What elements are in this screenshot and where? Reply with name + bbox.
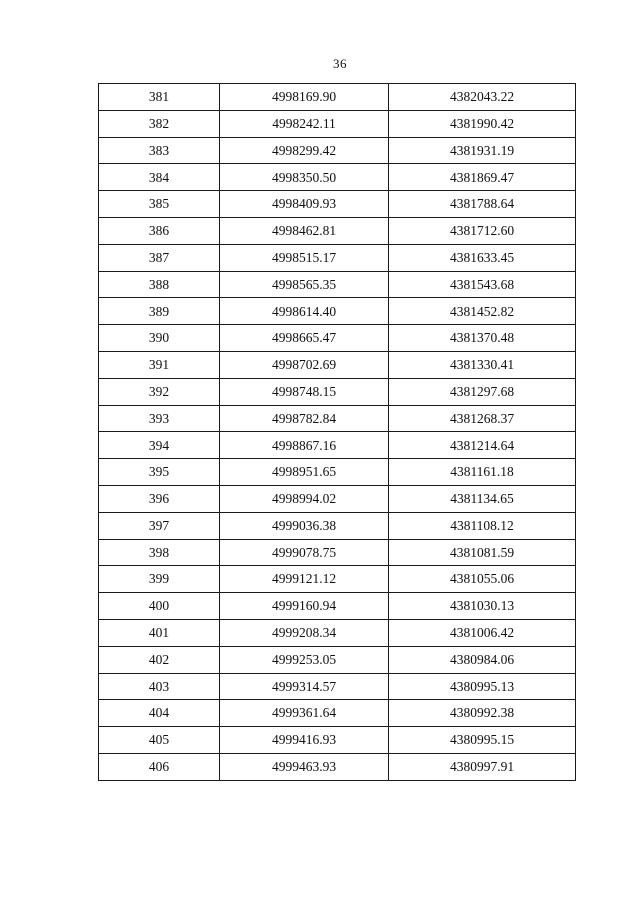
y-coordinate-cell: 4381330.41 (389, 351, 576, 378)
point-number-cell: 406 (99, 753, 220, 780)
x-coordinate-cell: 4998242.11 (220, 110, 389, 137)
table-row (99, 619, 576, 646)
x-coordinate-cell: 4998867.16 (220, 432, 389, 459)
point-number-cell: 401 (99, 619, 220, 646)
y-coordinate-cell: 4381869.47 (389, 164, 576, 191)
x-coordinate-cell: 4999361.64 (220, 700, 389, 727)
point-number-cell: 400 (99, 593, 220, 620)
x-coordinate-cell: 4999036.38 (220, 512, 389, 539)
x-coordinate-cell: 4999121.12 (220, 566, 389, 593)
point-number-cell: 394 (99, 432, 220, 459)
point-number-cell: 396 (99, 485, 220, 512)
x-coordinate-cell: 4998462.81 (220, 217, 389, 244)
x-coordinate-cell: 4998748.15 (220, 378, 389, 405)
y-coordinate-cell: 4381055.06 (389, 566, 576, 593)
point-number-cell: 390 (99, 325, 220, 352)
x-coordinate-cell: 4999160.94 (220, 593, 389, 620)
table-row (99, 566, 576, 593)
y-coordinate-cell: 4380995.15 (389, 727, 576, 754)
y-coordinate-cell: 4381268.37 (389, 405, 576, 432)
point-number-cell: 395 (99, 459, 220, 486)
y-coordinate-cell: 4381214.64 (389, 432, 576, 459)
table-row (99, 351, 576, 378)
y-coordinate-cell: 4381452.82 (389, 298, 576, 325)
x-coordinate-cell: 4998565.35 (220, 271, 389, 298)
coordinates-table (98, 83, 576, 781)
x-coordinate-cell: 4998994.02 (220, 485, 389, 512)
x-coordinate-cell: 4999314.57 (220, 673, 389, 700)
point-number-cell: 398 (99, 539, 220, 566)
point-number-cell: 402 (99, 646, 220, 673)
y-coordinate-cell: 4381788.64 (389, 191, 576, 218)
x-coordinate-cell: 4999253.05 (220, 646, 389, 673)
table-row (99, 405, 576, 432)
table-row (99, 727, 576, 754)
x-coordinate-cell: 4998702.69 (220, 351, 389, 378)
x-coordinate-cell: 4998350.50 (220, 164, 389, 191)
x-coordinate-cell: 4998665.47 (220, 325, 389, 352)
point-number-cell: 381 (99, 84, 220, 111)
table-row (99, 137, 576, 164)
x-coordinate-cell: 4998782.84 (220, 405, 389, 432)
table-row (99, 164, 576, 191)
table-row (99, 217, 576, 244)
table-row (99, 84, 576, 111)
table-row (99, 673, 576, 700)
table-row (99, 539, 576, 566)
y-coordinate-cell: 4381297.68 (389, 378, 576, 405)
y-coordinate-cell: 4381543.68 (389, 271, 576, 298)
point-number-cell: 405 (99, 727, 220, 754)
table-row (99, 512, 576, 539)
coordinates-table-body (99, 84, 576, 781)
point-number-cell: 393 (99, 405, 220, 432)
point-number-cell: 403 (99, 673, 220, 700)
point-number-cell: 389 (99, 298, 220, 325)
x-coordinate-cell: 4998409.93 (220, 191, 389, 218)
y-coordinate-cell: 4380997.91 (389, 753, 576, 780)
point-number-cell: 404 (99, 700, 220, 727)
y-coordinate-cell: 4382043.22 (389, 84, 576, 111)
y-coordinate-cell: 4381030.13 (389, 593, 576, 620)
x-coordinate-cell: 4998951.65 (220, 459, 389, 486)
table-row (99, 485, 576, 512)
y-coordinate-cell: 4381370.48 (389, 325, 576, 352)
y-coordinate-cell: 4380992.38 (389, 700, 576, 727)
table-row (99, 298, 576, 325)
x-coordinate-cell: 4999416.93 (220, 727, 389, 754)
y-coordinate-cell: 4380984.06 (389, 646, 576, 673)
table-row (99, 459, 576, 486)
page-number: 36 (333, 56, 347, 71)
table-row (99, 432, 576, 459)
point-number-cell: 385 (99, 191, 220, 218)
y-coordinate-cell: 4381134.65 (389, 485, 576, 512)
table-row (99, 753, 576, 780)
table-row (99, 325, 576, 352)
y-coordinate-cell: 4381931.19 (389, 137, 576, 164)
point-number-cell: 399 (99, 566, 220, 593)
x-coordinate-cell: 4999208.34 (220, 619, 389, 646)
point-number-cell: 392 (99, 378, 220, 405)
table-row (99, 191, 576, 218)
table-row (99, 244, 576, 271)
x-coordinate-cell: 4998169.90 (220, 84, 389, 111)
point-number-cell: 386 (99, 217, 220, 244)
y-coordinate-cell: 4381633.45 (389, 244, 576, 271)
point-number-cell: 397 (99, 512, 220, 539)
table-row (99, 593, 576, 620)
x-coordinate-cell: 4999463.93 (220, 753, 389, 780)
y-coordinate-cell: 4381712.60 (389, 217, 576, 244)
y-coordinate-cell: 4381081.59 (389, 539, 576, 566)
x-coordinate-cell: 4998515.17 (220, 244, 389, 271)
table-row (99, 110, 576, 137)
table-row (99, 646, 576, 673)
x-coordinate-cell: 4998614.40 (220, 298, 389, 325)
table-row (99, 700, 576, 727)
x-coordinate-cell: 4999078.75 (220, 539, 389, 566)
x-coordinate-cell: 4998299.42 (220, 137, 389, 164)
y-coordinate-cell: 4381108.12 (389, 512, 576, 539)
y-coordinate-cell: 4381990.42 (389, 110, 576, 137)
point-number-cell: 387 (99, 244, 220, 271)
point-number-cell: 391 (99, 351, 220, 378)
point-number-cell: 388 (99, 271, 220, 298)
point-number-cell: 382 (99, 110, 220, 137)
y-coordinate-cell: 4381006.42 (389, 619, 576, 646)
table-row (99, 271, 576, 298)
table-row (99, 378, 576, 405)
point-number-cell: 384 (99, 164, 220, 191)
y-coordinate-cell: 4380995.13 (389, 673, 576, 700)
y-coordinate-cell: 4381161.18 (389, 459, 576, 486)
point-number-cell: 383 (99, 137, 220, 164)
